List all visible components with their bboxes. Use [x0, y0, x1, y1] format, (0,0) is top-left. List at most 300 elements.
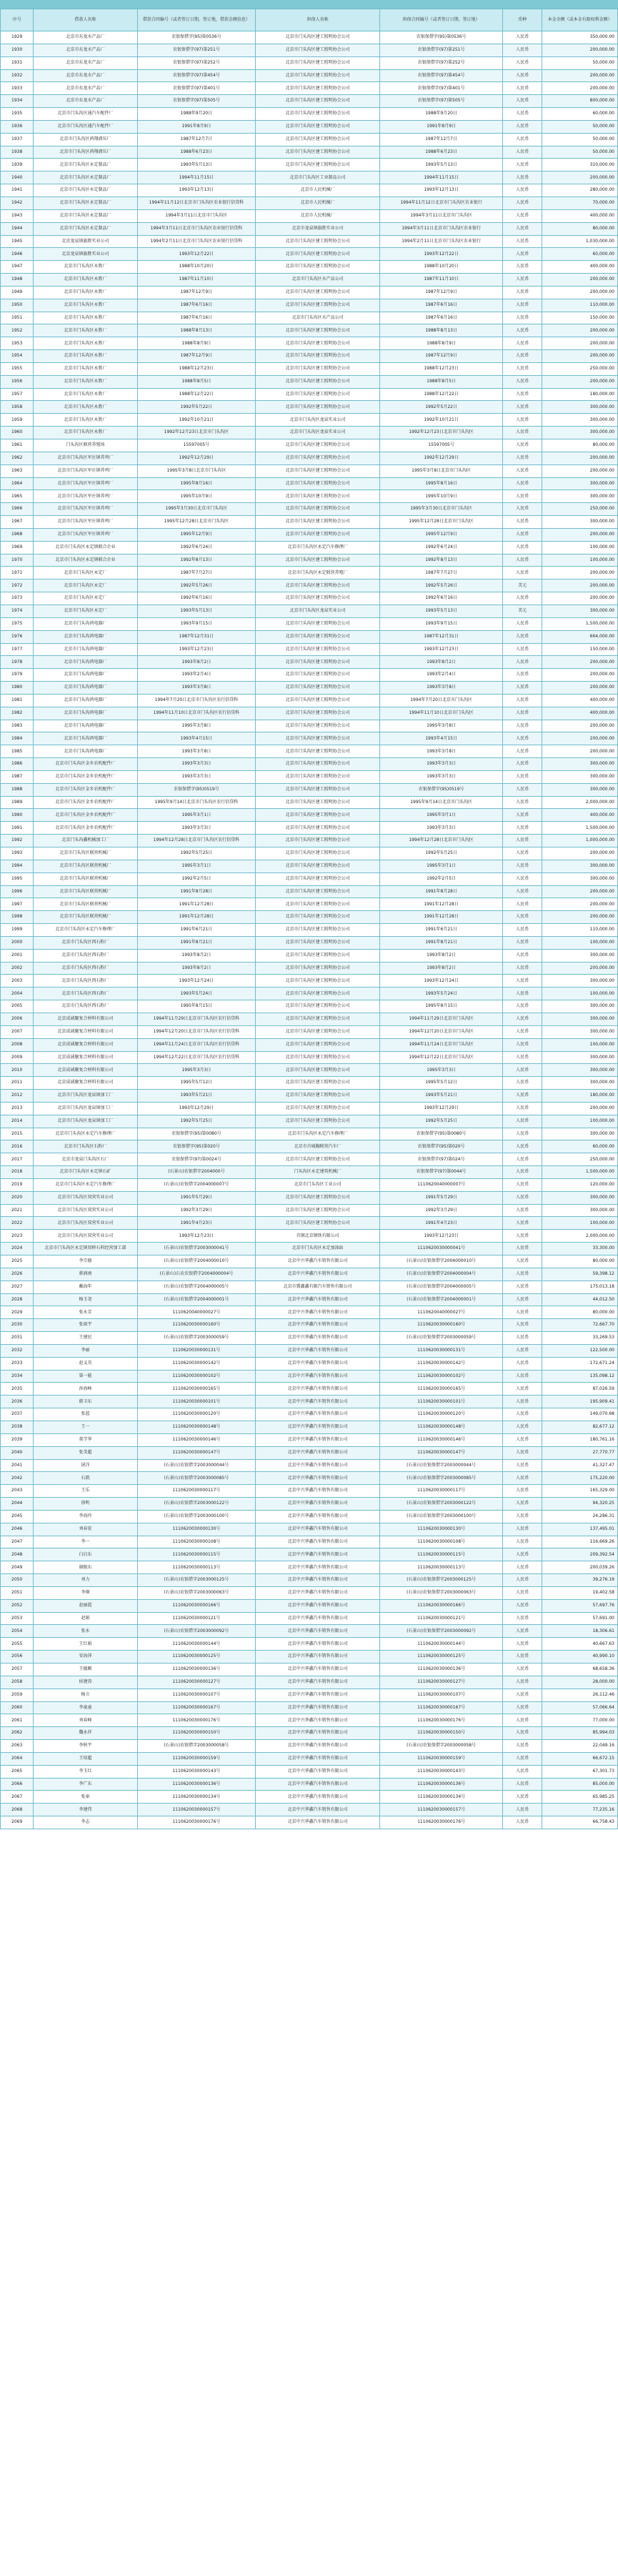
table-cell: 40,990.10 — [542, 1651, 618, 1664]
table-row — [1, 1344, 618, 1357]
table-cell: 北京市门头沟区永胜厂 — [34, 362, 137, 375]
table-cell: 农银保借字(97)第401号 — [137, 82, 255, 95]
table-cell: 2038 — [1, 1421, 34, 1433]
table-cell: 北京市门头沟鸿电器厂 — [34, 643, 137, 656]
table-cell: 北京市门头沟区建工照明协会公司 — [256, 592, 380, 605]
table-cell: 1110620030000136号 — [137, 1664, 255, 1676]
table-cell: 2050 — [1, 1574, 34, 1587]
table-cell: 戴海年 — [34, 1280, 137, 1293]
table-cell: 北京市门头沟区龙泉镇加工厂 — [34, 1102, 137, 1115]
table-cell: 2010 — [1, 1064, 34, 1077]
table-cell: 人民币 — [503, 274, 542, 287]
table-row — [1, 949, 618, 962]
table-cell: 北京市门头沟区永定制品厂 — [34, 197, 137, 209]
table-cell: 100,000.00 — [542, 988, 618, 1000]
table-cell: 150,000.00 — [542, 643, 618, 656]
table-cell: 149,070.68 — [542, 1408, 618, 1421]
table-cell: 人民币 — [503, 350, 542, 363]
table-cell: 人民币 — [503, 1433, 542, 1446]
table-cell: 1110620030000130号 — [137, 1523, 255, 1536]
table-cell: 农银保借字(97)第252号 — [380, 56, 503, 69]
table-cell: 人民币 — [503, 924, 542, 937]
table-cell: 1992年10月21日 — [137, 414, 255, 427]
table-row — [1, 567, 618, 580]
table-cell: 1994年12月28日北京市门头沟区 — [380, 835, 503, 847]
table-cell: 1110620030000176号 — [380, 1816, 503, 1829]
table-cell: 1997 — [1, 898, 34, 911]
table-cell: 人民币 — [503, 95, 542, 108]
table-cell: 1110620030000144号 — [137, 1638, 255, 1651]
table-cell: 人民币 — [503, 1599, 542, 1612]
table-row — [1, 1740, 618, 1753]
table-cell: 北京市东龙水产品厂 — [34, 82, 137, 95]
table-cell: 1987年11月10日 — [380, 274, 503, 287]
table-row — [1, 516, 618, 529]
table-row — [1, 1178, 618, 1191]
table-cell: 1992年3月29日 — [380, 1204, 503, 1217]
table-row — [1, 337, 618, 350]
table-cell: (石景山)农银借字2003000125号 — [137, 1574, 255, 1587]
table-cell: 北京市门头沟区建工照明协会公司 — [256, 362, 380, 375]
table-cell: 人民币 — [503, 1536, 542, 1548]
table-cell: 1110620030000113号 — [137, 1561, 255, 1574]
table-cell: 北京市门头沟区建工照明协会公司 — [256, 31, 380, 44]
table-cell: 1989 — [1, 796, 34, 809]
table-cell: 北京市门头沟区永定制品厂 — [34, 222, 137, 235]
table-cell: 50,000.00 — [542, 133, 618, 146]
header-cell: 担保人名称 — [256, 9, 380, 31]
table-cell: 135,098.12 — [542, 1370, 618, 1383]
table-cell: 1110620030000144号 — [380, 1638, 503, 1651]
table-cell: 孙海峰 — [34, 1383, 137, 1396]
table-cell: 北京市门头沟区军庄镇养鸡厂 — [34, 464, 137, 477]
table-cell: 200,000.00 — [542, 720, 618, 732]
table-cell: 北京中兴华鑫汽车销售有限公司 — [256, 1357, 380, 1370]
table-cell: 1993年5月21日 — [380, 1090, 503, 1103]
table-row — [1, 350, 618, 363]
table-cell: 人民币 — [503, 108, 542, 121]
table-row — [1, 1332, 618, 1345]
table-row — [1, 898, 618, 911]
table-cell: 杨立 — [34, 1689, 137, 1701]
table-row — [1, 1408, 618, 1421]
table-cell: 人民币 — [503, 1268, 542, 1280]
table-cell: 1929 — [1, 31, 34, 44]
table-cell: 50,000.00 — [542, 120, 618, 133]
table-cell: 农银保借字(97)第401号 — [380, 82, 503, 95]
table-row — [1, 56, 618, 69]
table-cell: 1994年11月29日北京市门头沟区 — [380, 1013, 503, 1025]
table-row — [1, 1816, 618, 1829]
table-cell: (石景山)农银保借字2003000044号 — [380, 1459, 503, 1472]
table-cell: 北京中兴华鑫汽车销售有限公司 — [256, 1255, 380, 1268]
table-row — [1, 554, 618, 567]
table-cell: (石景山)农银借字2003000059号 — [137, 1332, 255, 1345]
table-cell: 1994年11月12日北京市门头沟区农业银行信贷科 — [137, 197, 255, 209]
table-row — [1, 1217, 618, 1230]
table-cell: 李童童 — [34, 1701, 137, 1714]
table-cell: 300,000.00 — [542, 1025, 618, 1038]
table-cell: 2001 — [1, 949, 34, 962]
table-cell: 2016 — [1, 1140, 34, 1153]
table-cell: 1941 — [1, 184, 34, 197]
table-cell: 人民币 — [503, 1664, 542, 1676]
table-cell: 人民币 — [503, 1752, 542, 1765]
table-row — [1, 1077, 618, 1090]
table-cell: 人民币 — [503, 975, 542, 988]
table-cell: 300,000.00 — [542, 516, 618, 529]
table-cell: 北京中兴华鑫汽车销售有限公司 — [256, 1536, 380, 1548]
table-cell: 300,000.00 — [542, 1128, 618, 1140]
table-cell: 北京市东龙水产品厂 — [34, 56, 137, 69]
table-cell: 北京成诚聚复合材料有限公司 — [34, 1077, 137, 1090]
table-cell: 北京成诚聚复合材料有限公司 — [34, 1038, 137, 1051]
table-cell: 北京市门头沟区军庄镇养鸡厂 — [34, 490, 137, 503]
table-cell: 250,000.00 — [542, 1153, 618, 1166]
table-cell: 北京市门头沟区建工照明协会公司 — [256, 299, 380, 312]
table-cell: 1990 — [1, 809, 34, 822]
table-cell: 1110620030000130号 — [380, 1523, 503, 1536]
table-cell: 北京中兴华鑫汽车销售有限公司 — [256, 1727, 380, 1740]
table-cell: 北京市门头沟区联营机械厂 — [34, 885, 137, 898]
table-cell: 人民币 — [503, 617, 542, 630]
table-cell: 1981 — [1, 694, 34, 707]
table-row — [1, 1664, 618, 1676]
table-cell: 北京市门头沟区永胜厂 — [34, 274, 137, 287]
table-cell: 人民币 — [503, 1013, 542, 1025]
table-cell: 1992年6月16日 — [380, 592, 503, 605]
table-cell: 北京市门头沟区建工照明协会公司 — [256, 580, 380, 592]
table-cell: 北京市门头沟区水产品公司 — [256, 312, 380, 324]
table-cell: 1988 — [1, 783, 34, 796]
table-cell: 26,112.46 — [542, 1689, 618, 1701]
table-cell: 北京市门头沟区建工照明协会公司 — [256, 82, 380, 95]
table-cell: (石景山)农银保借字2003000085号 — [380, 1472, 503, 1485]
table-cell: 北京市冀鑫鑫有限汽车销售有限公司 — [256, 1280, 380, 1293]
table-cell: 80,000.00 — [542, 1255, 618, 1268]
table-cell: 1110620030000102号 — [137, 1370, 255, 1383]
table-cell: 1992年6月24日 — [137, 541, 255, 554]
table-cell: 北京市门头沟区永胜厂 — [34, 324, 137, 337]
table-row — [1, 630, 618, 643]
table-cell: 2017 — [1, 1153, 34, 1166]
table-cell: 人民币 — [503, 1459, 542, 1472]
table-cell: 1110620030000041号 — [380, 1243, 503, 1255]
table-cell: 北京市门头沟区永胜厂 — [34, 388, 137, 401]
table-cell: 300,000.00 — [542, 427, 618, 439]
table-row — [1, 235, 618, 248]
table-cell: 300,000.00 — [542, 783, 618, 796]
table-cell: 北京中兴华鑫汽车销售有限公司 — [256, 1561, 380, 1574]
table-cell: 人民币 — [503, 1243, 542, 1255]
table-cell: 1994年3月11日北京市门头沟区 — [380, 209, 503, 222]
table-cell: 人民币 — [503, 1153, 542, 1166]
table-cell: (石景山)农银借字2003000041号 — [137, 1243, 255, 1255]
table-row — [1, 286, 618, 299]
table-cell: 200,000.00 — [542, 656, 618, 669]
table-row — [1, 528, 618, 541]
table-cell: 李建伟 — [34, 1804, 137, 1816]
table-row — [1, 414, 618, 427]
table-cell: 人民币 — [503, 682, 542, 695]
table-cell: 2061 — [1, 1714, 34, 1727]
table-cell: 68,658.36 — [542, 1664, 618, 1676]
table-cell: 北京市门头沟区建工照明协会公司 — [256, 617, 380, 630]
table-cell: 北京市门头沟区建工照明协会公司 — [256, 656, 380, 669]
table-cell: 人民币 — [503, 1765, 542, 1778]
table-row — [1, 1243, 618, 1255]
table-cell: 北京市门头沟区永定镇联合企业 — [34, 541, 137, 554]
table-cell: 人民币 — [503, 414, 542, 427]
table-cell: 110,000.00 — [542, 299, 618, 312]
table-cell: 北京市门头沟区龙泉实业公司 — [256, 605, 380, 617]
table-cell: 农银保借字(95)第0080号 — [137, 1128, 255, 1140]
table-cell: 人民币 — [503, 1332, 542, 1345]
table-cell: 北京市门头沟区龙泉实业公司 — [256, 414, 380, 427]
table-cell: 1993年12月24日 — [380, 975, 503, 988]
table-cell: 北京市门头沟鸿电器厂 — [34, 669, 137, 682]
header-cell: 本金余额（或本金有限权利金额） — [542, 9, 618, 31]
table-cell: 2015 — [1, 1128, 34, 1140]
table-cell: 300,000.00 — [542, 1077, 618, 1090]
table-cell: 2064 — [1, 1752, 34, 1765]
table-cell: 1994年11月10日北京市门头沟区农行信贷科 — [137, 707, 255, 720]
table-cell: 1988年10月20日 — [137, 261, 255, 274]
table-cell: 农银保借字(97)第251号 — [137, 44, 255, 56]
table-cell: 北京中兴华鑫汽车销售有限公司 — [256, 1268, 380, 1280]
table-row — [1, 975, 618, 988]
table-row — [1, 171, 618, 184]
table-cell: 农银保借字(97)第454号 — [137, 69, 255, 82]
table-cell: 1966 — [1, 503, 34, 516]
header-band — [0, 0, 618, 9]
table-cell: 北京中兴华鑫汽车销售有限公司 — [256, 1421, 380, 1433]
table-cell: 王乐 — [34, 1485, 137, 1498]
table-cell: 北京市门头沟区永定制品厂 — [34, 159, 137, 171]
table-cell: 人民币 — [503, 1676, 542, 1689]
table-cell: 刘春宏 — [34, 1523, 137, 1536]
table-cell: 人民币 — [503, 1421, 542, 1433]
table-cell: 2062 — [1, 1727, 34, 1740]
table-cell: 1995年3月3日 — [380, 1064, 503, 1077]
table-row — [1, 783, 618, 796]
table-row — [1, 1765, 618, 1778]
table-cell: 250,000.00 — [542, 503, 618, 516]
table-cell: 人民币 — [503, 1485, 542, 1498]
table-cell: 200,000.00 — [542, 69, 618, 82]
table-cell: 57,697.76 — [542, 1599, 618, 1612]
table-cell: 人民币 — [503, 707, 542, 720]
table-cell: 1995年3月1日 — [137, 860, 255, 872]
table-cell: 李玉红 — [34, 1765, 137, 1778]
table-cell: 1946 — [1, 248, 34, 261]
table-cell: 人民币 — [503, 427, 542, 439]
table-cell: 1992年5月25日 — [137, 1115, 255, 1128]
table-cell: 1988年8月5日 — [137, 375, 255, 388]
table-cell: 北京市门头沟区永定加油站 — [256, 1243, 380, 1255]
table-cell: 王培超 — [34, 1752, 137, 1765]
table-cell: 农银保借字(97)第454号 — [380, 69, 503, 82]
table-row — [1, 1510, 618, 1523]
table-cell: 300,000.00 — [542, 477, 618, 490]
table-cell: 人民币 — [503, 783, 542, 796]
table-cell: 北京市门头沟区通汽车配件厂 — [34, 108, 137, 121]
table-cell: 1110620030000120号 — [137, 1408, 255, 1421]
table-cell: 1995年3月8日 — [380, 720, 503, 732]
table-cell: 1110620030000167号 — [380, 1701, 503, 1714]
table-cell: 人民币 — [503, 1816, 542, 1829]
table-cell: 1110620030000159号 — [380, 1752, 503, 1765]
table-cell: 1987年6月16日 — [137, 299, 255, 312]
table-cell: 人民币 — [503, 1102, 542, 1115]
table-cell: 北京中兴华鑫汽车销售有限公司 — [256, 1523, 380, 1536]
table-cell: 2037 — [1, 1408, 34, 1421]
table-cell: 1953 — [1, 337, 34, 350]
table-cell: (石景山)农银借字2004000001号 — [137, 1293, 255, 1306]
table-cell: 1,030,000.00 — [542, 235, 618, 248]
table-cell: 北京市门头沟区建工照明协会公司 — [256, 669, 380, 682]
table-cell: 北京市门头沟区建工照明协会公司 — [256, 477, 380, 490]
table-cell: 北京市门头沟区建工照明协会公司 — [256, 464, 380, 477]
table-cell: 北京市门头沟区水产品公司 — [256, 274, 380, 287]
table-cell: 1993年12月13日 — [137, 184, 255, 197]
table-cell: 北京市门头沟区建工照明协会公司 — [256, 503, 380, 516]
table-cell: 1110620030000147号 — [380, 1446, 503, 1459]
table-cell: 北京中兴华鑫汽车销售有限公司 — [256, 1446, 380, 1459]
table-cell: 1994年12月20日北京市门头沟区农行信贷科 — [137, 1025, 255, 1038]
table-cell: 1110620030000142号 — [137, 1357, 255, 1370]
table-cell: (石景山)农银保借字2003000125号 — [380, 1574, 503, 1587]
table-cell: 172,671.24 — [542, 1357, 618, 1370]
table-cell: 1994年2月11日北京市门头沟区农业银行 — [380, 235, 503, 248]
table-cell: 北京中兴华鑫汽车销售有限公司 — [256, 1765, 380, 1778]
table-cell: 人民币 — [503, 872, 542, 885]
table-row — [1, 758, 618, 771]
table-cell: 农银保借字(97)第252号 — [137, 56, 255, 69]
table-cell: 57,691.00 — [542, 1612, 618, 1625]
table-row — [1, 261, 618, 274]
table-cell: 北京市门头沟区建工照明协会公司 — [256, 796, 380, 809]
table-cell: 北京市门头沟区金乡农机配件厂 — [34, 809, 137, 822]
table-cell: 北京中兴华鑫汽车销售有限公司 — [256, 1586, 380, 1599]
table-cell: 北京市门头沟区建工照明协会公司 — [256, 770, 380, 783]
table-cell: 82,677.12 — [542, 1421, 618, 1433]
table-row — [1, 82, 618, 95]
table-cell: 人民币 — [503, 1217, 542, 1230]
table-cell: 人民币 — [503, 962, 542, 975]
table-cell: 175,013.18 — [542, 1280, 618, 1293]
table-cell: 1995年3月30日北京市门头沟区 — [380, 503, 503, 516]
table-cell: 北京中兴华鑫汽车销售有限公司 — [256, 1651, 380, 1664]
table-cell: 人民币 — [503, 1319, 542, 1332]
table-cell: 33,300.00 — [542, 1243, 618, 1255]
table-row — [1, 605, 618, 617]
table-cell: 第一能 — [34, 1370, 137, 1383]
table-cell: 1993年8月2日 — [137, 949, 255, 962]
table-cell: 2003 — [1, 975, 34, 988]
table-cell: 1993年5月13日 — [137, 605, 255, 617]
table-cell: 人民币 — [503, 1140, 542, 1153]
table-cell: 280,000.00 — [542, 184, 618, 197]
table-cell: 农银保借字(95)第020号 — [137, 1140, 255, 1153]
table-cell: 北京市门头沟区双营实业公司 — [34, 1204, 137, 1217]
table-cell: 2034 — [1, 1370, 34, 1383]
table-cell: 2023 — [1, 1230, 34, 1243]
table-cell: 2058 — [1, 1676, 34, 1689]
table-cell: 王一 — [34, 1421, 137, 1433]
table-cell: 300,000.00 — [542, 1204, 618, 1217]
table-cell: 人民币 — [503, 1051, 542, 1064]
table-cell: 赵娟 — [34, 1612, 137, 1625]
table-cell: 北京市门头沟区永定制品厂 — [34, 184, 137, 197]
table-cell: 北京中兴华鑫汽车销售有限公司 — [256, 1510, 380, 1523]
table-cell: 100,000.00 — [542, 1038, 618, 1051]
table-row — [1, 248, 618, 261]
table-cell: 北京龙泉镇旗胜实业公司 — [34, 235, 137, 248]
table-cell: 209,392.54 — [542, 1548, 618, 1561]
table-cell: 2020 — [1, 1191, 34, 1204]
table-cell: 北京市门头沟区建工照明协会公司 — [256, 554, 380, 567]
table-cell: 北京市门头沟区建工照明协会公司 — [256, 1000, 380, 1013]
table-cell: 1992年5月25日 — [380, 1115, 503, 1128]
table-cell: 北京市门头沟区建工照明协会公司 — [256, 350, 380, 363]
table-cell: 北京市门头沟鸿电器厂 — [34, 682, 137, 695]
table-cell: 2019 — [1, 1178, 34, 1191]
table-cell: 刘春峰 — [34, 1714, 137, 1727]
table-cell: 1995年9月14日北京市门头沟区 — [380, 796, 503, 809]
table-cell: 1110620030000136号 — [380, 1664, 503, 1676]
table-cell: 张蓝 — [34, 1408, 137, 1421]
table-cell: 北京市门头沟区建工照明协会公司 — [256, 439, 380, 452]
table-cell: 北京市门头沟区建工照明协会公司 — [256, 822, 380, 835]
table-cell: 1972 — [1, 580, 34, 592]
table-cell: 1995年3月8日北京市门头沟区 — [137, 464, 255, 477]
table-cell: 1995年3月3日 — [137, 1064, 255, 1077]
table-cell: 北京市门头沟区建工照明协会公司 — [256, 120, 380, 133]
table-cell: 2068 — [1, 1804, 34, 1816]
table-cell: 北京市门头沟区永胜厂 — [34, 261, 137, 274]
table-cell: 1948 — [1, 274, 34, 287]
table-row — [1, 1446, 618, 1459]
table-cell: 310,000.00 — [542, 159, 618, 171]
table-cell: 1993年5月24日 — [380, 988, 503, 1000]
table-cell: 1992年8月13日 — [137, 554, 255, 567]
table-cell: 122,500.00 — [542, 1344, 618, 1357]
table-cell: 2036 — [1, 1396, 34, 1408]
table-row — [1, 541, 618, 554]
table-cell: 195,909.41 — [542, 1396, 618, 1408]
table-cell: 北京市门头沟区金乡农机配件厂 — [34, 796, 137, 809]
table-cell: 北京市门头沟区永定制品厂 — [34, 209, 137, 222]
table-cell: 1110620030000148号 — [137, 1421, 255, 1433]
table-row — [1, 503, 618, 516]
table-cell: 1994年12月28日北京市门头沟区农行信贷科 — [137, 835, 255, 847]
table-cell: 1931 — [1, 56, 34, 69]
table-cell: 北京市门头沟区西石粉厂 — [34, 975, 137, 988]
table-cell: 北京市门头沟区鸿翔液压厂 — [34, 146, 137, 159]
table-cell: 1994年7月20日北京市门头沟区农行信贷科 — [137, 694, 255, 707]
table-cell: 1960 — [1, 427, 34, 439]
table-cell: (石景山)农银借字2003000044号 — [137, 1459, 255, 1472]
table-cell: 2021 — [1, 1204, 34, 1217]
table-row — [1, 69, 618, 82]
table-cell: 北京市门头沟区永定厂 — [34, 567, 137, 580]
table-cell: 北京中兴华鑫汽车销售有限公司 — [256, 1472, 380, 1485]
table-cell: 北京市门头沟区建工照明协会公司 — [256, 962, 380, 975]
table-cell: 1993 — [1, 847, 34, 860]
table-cell: 1110620040000027号 — [137, 1306, 255, 1319]
table-cell: 15597005号 — [137, 439, 255, 452]
